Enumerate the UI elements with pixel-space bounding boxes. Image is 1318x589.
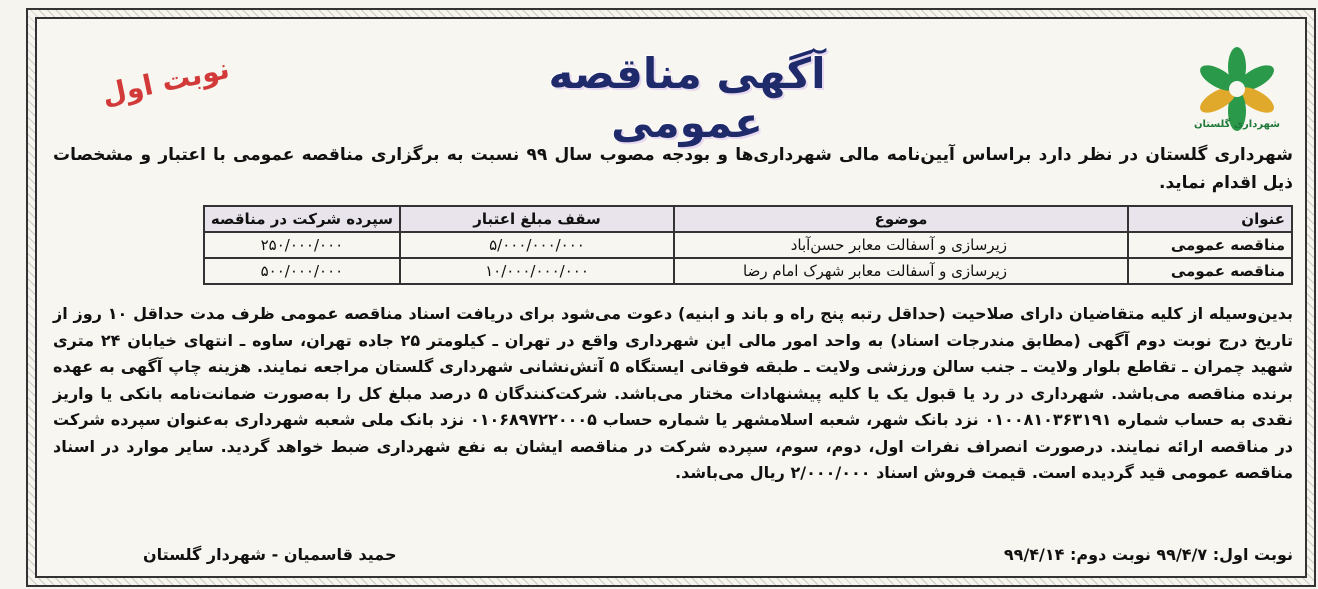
- table-row: [204, 258, 1292, 284]
- signature-line: حمید قاسمیان - شهردار گلستان: [143, 545, 397, 564]
- logo-caption: شهرداری گلستان: [1193, 119, 1281, 130]
- row-title: مناقصه عمومی: [1128, 232, 1292, 258]
- header-deposit: سپرده شرکت در مناقصه: [204, 206, 400, 232]
- row-subject: زیرسازی و آسفالت معابر شهرک امام رضا: [674, 258, 1128, 284]
- row-deposit: ۲۵۰/۰۰۰/۰۰۰: [204, 232, 400, 258]
- row-subject: زیرسازی و آسفالت معابر حسن‌آباد: [674, 232, 1128, 258]
- row-budget: ۵/۰۰۰/۰۰۰/۰۰۰: [400, 232, 674, 258]
- row-deposit: ۵۰۰/۰۰۰/۰۰۰: [204, 258, 400, 284]
- page-title: آگهی مناقصه عمومی: [548, 49, 826, 147]
- footer: [53, 545, 1293, 564]
- row-title: مناقصه عمومی: [1128, 258, 1292, 284]
- round-stamp: نوبت اول: [98, 51, 233, 112]
- body-paragraph: بدین‌وسیله از کلیه متقاضیان دارای صلاحیت (حداقل رتبه پنج راه و باند و ابنیه) دعوت می‌شود برای دریافت اسناد مناقصه عمومی ظرف مدت حداقل ۱۰ روز از تاریخ درج نوبت دوم آگهی (مطابق مندرجات اسناد) به واحد امور مالی این شهرداری واقع در تهران ـ کیلومتر ۲۵ جاده تهران، ساوه ـ انتهای خیابان ۲۴ متری شهید چمران ـ تقاطع بلوار ولایت ـ جنب سالن ورزشی ولایت ـ طبقه فوقانی ایستگاه ۵ آتش‌نشانی شهرداری گلستان مراجعه نمایند. هزینه چاپ آگهی به عهده برنده مناقصه می‌باشد. شهرداری در رد یا قبول یک یا کلیه پیشنهادات مختار می‌باشد. شرکت‌کنندگان ۵ درصد مبلغ کل را به‌صورت ضمانت‌نامه بانکی یا واریز نقدی به حساب شماره ۰۱۰۰۸۱۰۳۶۳۱۹۱ نزد بانک شهر، شعبه اسلامشهر یا شماره حساب ۰۱۰۶۸۹۷۲۲۰۰۰۵ نزد بانک ملی شعبه شهرداری به‌عنوان سپرده شرکت در مناقصه ارائه نمایند. درصورت انصراف نفرات اول، دوم، سوم، سپرده شرکت در مناقصه ایشان به نفع شهرداری ضبط خواهد گردید. سایر موارد در اسناد مناقصه عمومی قید گردیده است. قیمت فروش اسناد ۲/۰۰۰/۰۰۰ ریال می‌باشد.: [53, 304, 1294, 482]
- table-header-row: [204, 206, 1292, 232]
- header-subject: موضوع: [674, 206, 1128, 232]
- table-row: [204, 232, 1292, 258]
- tender-table: [203, 205, 1293, 285]
- publication-dates: نوبت اول: ۹۹/۴/۷ نوبت دوم: ۹۹/۴/۱۴: [1003, 545, 1293, 564]
- header-budget: سقف مبلغ اعتبار: [400, 206, 674, 232]
- row-budget: ۱۰/۰۰۰/۰۰۰/۰۰۰: [400, 258, 674, 284]
- intro-paragraph: شهرداری گلستان در نظر دارد براساس آیین‌نامه مالی شهرداری‌ها و بودجه مصوب سال ۹۹ نسبت به برگزاری مناقصه عمومی با اعتبار و مشخصات ذیل اقدام نماید.: [53, 145, 1293, 193]
- header-title: عنوان: [1128, 206, 1292, 232]
- decorative-border: [26, 8, 1316, 587]
- notice-panel: [35, 17, 1307, 578]
